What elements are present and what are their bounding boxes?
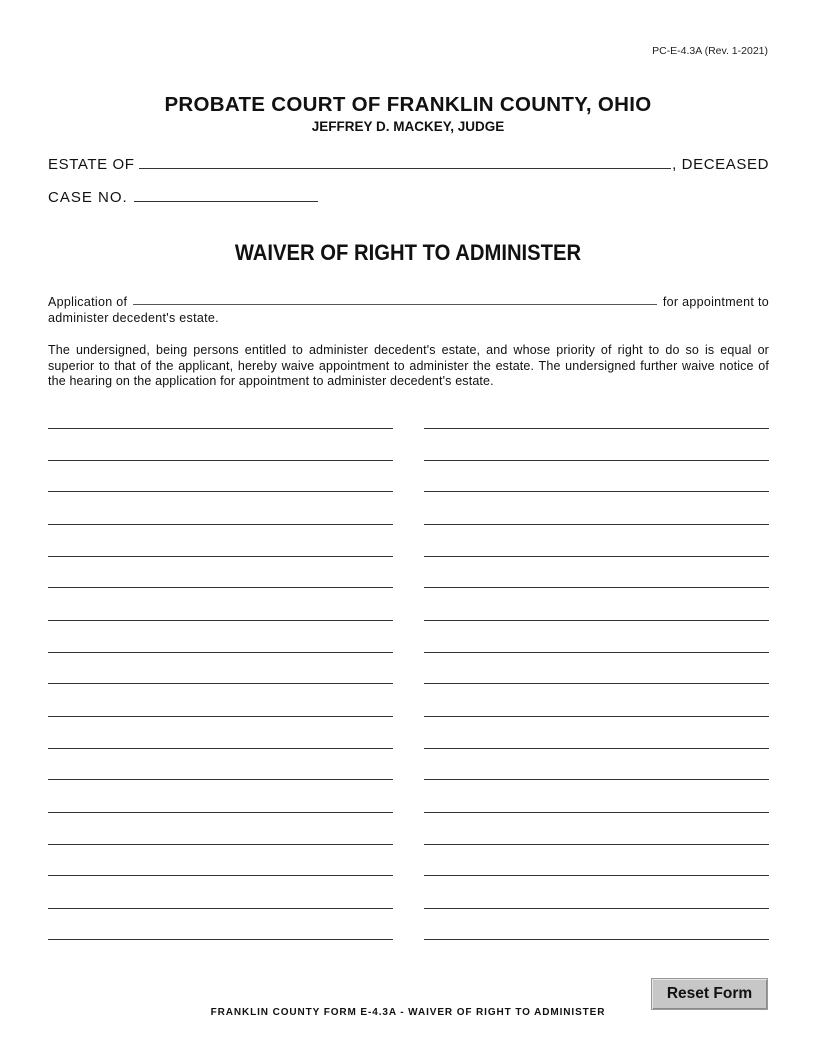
case-no-label: CASE NO. <box>48 189 128 206</box>
deceased-label: , DECEASED <box>672 156 769 173</box>
case-no-field[interactable] <box>134 201 318 202</box>
signature-line-right-13[interactable] <box>424 812 769 813</box>
signature-line-left-2[interactable] <box>48 460 393 461</box>
signature-line-right-10[interactable] <box>424 716 769 717</box>
signature-line-left-7[interactable] <box>48 620 393 621</box>
signature-line-right-17[interactable] <box>424 939 769 940</box>
signature-line-right-15[interactable] <box>424 875 769 876</box>
signature-line-right-14[interactable] <box>424 844 769 845</box>
signature-line-left-3[interactable] <box>48 491 393 492</box>
document-title: WAIVER OF RIGHT TO ADMINISTER <box>234 240 582 265</box>
signature-line-right-6[interactable] <box>424 587 769 588</box>
signature-line-right-16[interactable] <box>424 908 769 909</box>
signature-line-left-16[interactable] <box>48 908 393 909</box>
case-no-row <box>48 186 318 206</box>
reset-form-button[interactable]: Reset Form <box>651 978 768 1010</box>
estate-of-field[interactable] <box>139 168 672 169</box>
signature-line-left-15[interactable] <box>48 875 393 876</box>
signature-line-right-12[interactable] <box>424 779 769 780</box>
signature-line-right-11[interactable] <box>424 748 769 749</box>
application-continuation: administer decedent's estate. <box>48 311 219 325</box>
signature-line-left-4[interactable] <box>48 524 393 525</box>
signature-line-right-9[interactable] <box>424 683 769 684</box>
signature-line-left-9[interactable] <box>48 683 393 684</box>
waiver-paragraph: The undersigned, being persons entitled to administer decedent's estate, and whose priority of right to do so is equal or superior to that of the applicant, hereby waive appointment to administer the estate. The undersigned further waive notice of the hearing on the application for appointment to administer decedent's estate. <box>48 343 769 388</box>
signature-line-right-8[interactable] <box>424 652 769 653</box>
signature-line-left-10[interactable] <box>48 716 393 717</box>
signature-line-right-5[interactable] <box>424 556 769 557</box>
estate-of-row <box>48 153 769 173</box>
signature-line-left-1[interactable] <box>48 428 393 429</box>
signature-line-right-1[interactable] <box>424 428 769 429</box>
application-row <box>48 293 769 309</box>
signature-line-left-13[interactable] <box>48 812 393 813</box>
signature-line-left-12[interactable] <box>48 779 393 780</box>
signature-line-right-2[interactable] <box>424 460 769 461</box>
signature-line-left-17[interactable] <box>48 939 393 940</box>
signature-line-left-5[interactable] <box>48 556 393 557</box>
application-prefix: Application of <box>48 295 128 309</box>
judge-name: JEFFREY D. MACKEY, JUDGE <box>311 119 505 134</box>
signature-line-right-3[interactable] <box>424 491 769 492</box>
signature-line-left-11[interactable] <box>48 748 393 749</box>
court-title: PROBATE COURT OF FRANKLIN COUNTY, OHIO <box>164 93 652 116</box>
application-suffix: for appointment to <box>662 295 769 309</box>
form-footer: FRANKLIN COUNTY FORM E-4.3A - WAIVER OF RIGHT TO ADMINISTER <box>210 1007 606 1018</box>
applicant-name-field[interactable] <box>133 304 657 305</box>
signature-line-right-7[interactable] <box>424 620 769 621</box>
form-id: PC-E-4.3A (Rev. 1-2021) <box>652 45 768 57</box>
signature-line-left-14[interactable] <box>48 844 393 845</box>
signature-line-right-4[interactable] <box>424 524 769 525</box>
estate-of-label: ESTATE OF <box>48 156 135 173</box>
signature-line-left-6[interactable] <box>48 587 393 588</box>
signature-line-left-8[interactable] <box>48 652 393 653</box>
